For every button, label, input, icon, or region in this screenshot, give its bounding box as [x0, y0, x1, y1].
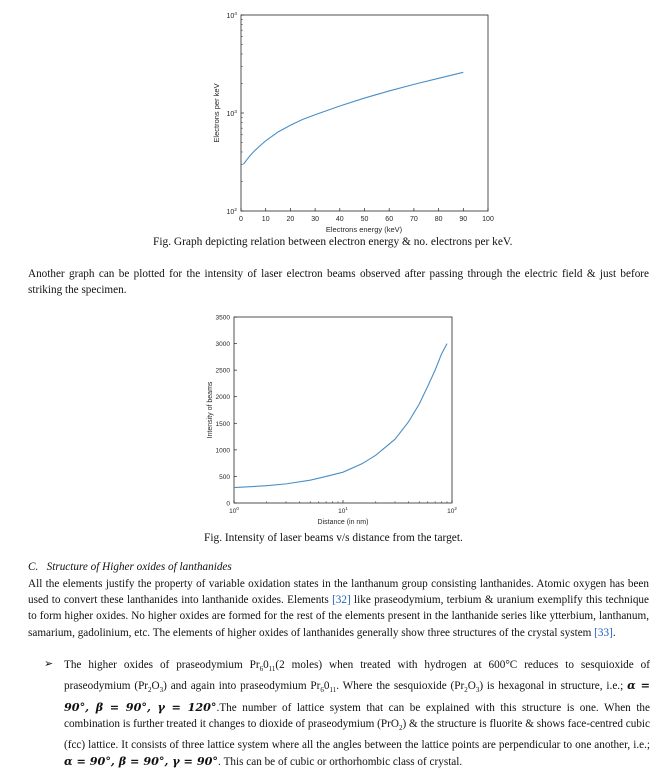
figure-1-caption: Fig. Graph depicting relation between electron energy & no. electrons per keV.: [153, 236, 513, 248]
tick-label: 40: [335, 216, 344, 223]
tick-label: 50: [360, 216, 369, 223]
subscript: 6: [259, 665, 264, 674]
tick-label: 500: [219, 473, 230, 481]
bullet-fragment: ) & the structure is fluorite & shows face-centred cubic (fcc) lattice. It consists of three lattice system where all the angles between the lattice points are perpendicular to one another, i.e.;: [64, 718, 650, 751]
figure-2-caption: Fig. Intensity of laser beams v/s distance from the target.: [204, 532, 463, 544]
tick-label: 2500: [215, 367, 230, 375]
citation-32-link[interactable]: [32]: [332, 594, 351, 607]
tick-label: 90: [459, 216, 468, 223]
citation-33-link[interactable]: [33]: [594, 626, 613, 639]
tick-label: $10^0$: [229, 506, 239, 515]
subscript: 11: [268, 665, 276, 674]
tick-label: 70: [410, 216, 418, 223]
bullet-fragment: The higher oxides of praseodymium Pr: [64, 659, 260, 671]
x-axis-label: Distance (in nm): [317, 519, 369, 526]
plot-area-2: [234, 317, 452, 503]
bullet-fragment: 0: [323, 680, 330, 693]
tick-label: 0: [226, 500, 230, 508]
bullet-text: [64, 657, 650, 770]
tick-label: 10: [261, 216, 270, 223]
tick-label: 1000: [215, 447, 230, 455]
subscript: 2: [464, 686, 468, 695]
subscript: 3: [159, 686, 164, 695]
subscript: 2: [148, 686, 152, 695]
tick-label: 1500: [215, 420, 230, 428]
body-text: like praseodymium, terbium & uranium exemplify this technique to form higher oxides. No higher oxides are formed for the rest of the elements present in the lanthanide series like ytterbium, lanthanum, samarium, gadolinium, etc. The elements of higher oxides of lanthanides generally show three structures of the crystal system: [28, 594, 649, 639]
tick-label: 100: [482, 216, 494, 223]
section-heading: [28, 561, 232, 573]
body-text: All the elements justify the property of variable oxidation states in the lanthanum group consisting lanthanides. Atomic oxygen has been used to convert these lanthanides into lanthanide oxides. Elements: [28, 578, 649, 607]
subscript: 6: [320, 686, 324, 695]
tick-label: $10^1$: [338, 506, 348, 515]
bullet-fragment: O: [467, 680, 476, 693]
bullet-fragment: ) and again into praseodymium Pr: [163, 680, 321, 693]
subscript: 3: [475, 686, 480, 695]
body-text: .: [612, 626, 616, 639]
math-angles-hexagonal: α = 90°, β = 90°, γ = 120°: [64, 678, 651, 714]
bullet-fragment: (2 moles) when treated with hydrogen at 600°C reduces to sesquioxide of praseodymium (Pr: [64, 659, 650, 693]
tick-label: 3000: [215, 341, 230, 349]
tick-label: $10^2$: [226, 207, 237, 216]
figure-2-chart: [190, 310, 470, 530]
tick-label: 80: [434, 216, 443, 223]
subscript: 2: [398, 724, 403, 733]
tick-label: 2000: [215, 394, 230, 402]
body-paragraph: [28, 576, 649, 641]
bullet-fragment: 0: [263, 659, 269, 671]
tick-label: 20: [286, 216, 295, 223]
subscript: 11: [329, 686, 337, 695]
bullet-fragment: ) is hexagonal in structure, i.e.;: [479, 680, 624, 693]
section-label: C.: [28, 561, 39, 573]
tick-label: 60: [385, 216, 394, 223]
x-axis-label: Electrons energy (keV): [325, 225, 403, 234]
y-axis-label: Intensity of beams: [207, 381, 214, 439]
section-title: Structure of Higher oxides of lanthanides: [46, 561, 232, 573]
tick-label: 3500: [215, 314, 230, 322]
tick-label: $10^3$: [226, 109, 237, 118]
figure-1-chart: [200, 5, 500, 235]
tick-label: $10^4$: [226, 11, 237, 20]
plot-area-1: [241, 15, 488, 211]
math-angles-cubic: α = 90°, β = 90°, γ = 90°: [64, 753, 218, 768]
tick-label: $10^2$: [447, 506, 457, 515]
y-axis-label: Electrons per keV: [212, 83, 221, 143]
bullet-fragment: .The number of lattice system that can be explained with this structure is one. When the combination is further treated it changes to dioxide of praseodymium (PrO: [64, 701, 650, 731]
bullet-fragment: O: [151, 680, 160, 693]
tick-label: 30: [311, 216, 319, 223]
arrow-bullet-icon: ➢: [44, 657, 54, 670]
bullet-fragment: . This can be of cubic or orthorhombic class of crystal.: [217, 755, 463, 768]
bullet-fragment: . Where the sesquioxide (Pr: [336, 680, 465, 693]
tick-label: 0: [239, 216, 243, 223]
intro-paragraph: Another graph can be plotted for the intensity of laser electron beams observed after passing through the electric field & just before striking the specimen.: [28, 268, 649, 297]
